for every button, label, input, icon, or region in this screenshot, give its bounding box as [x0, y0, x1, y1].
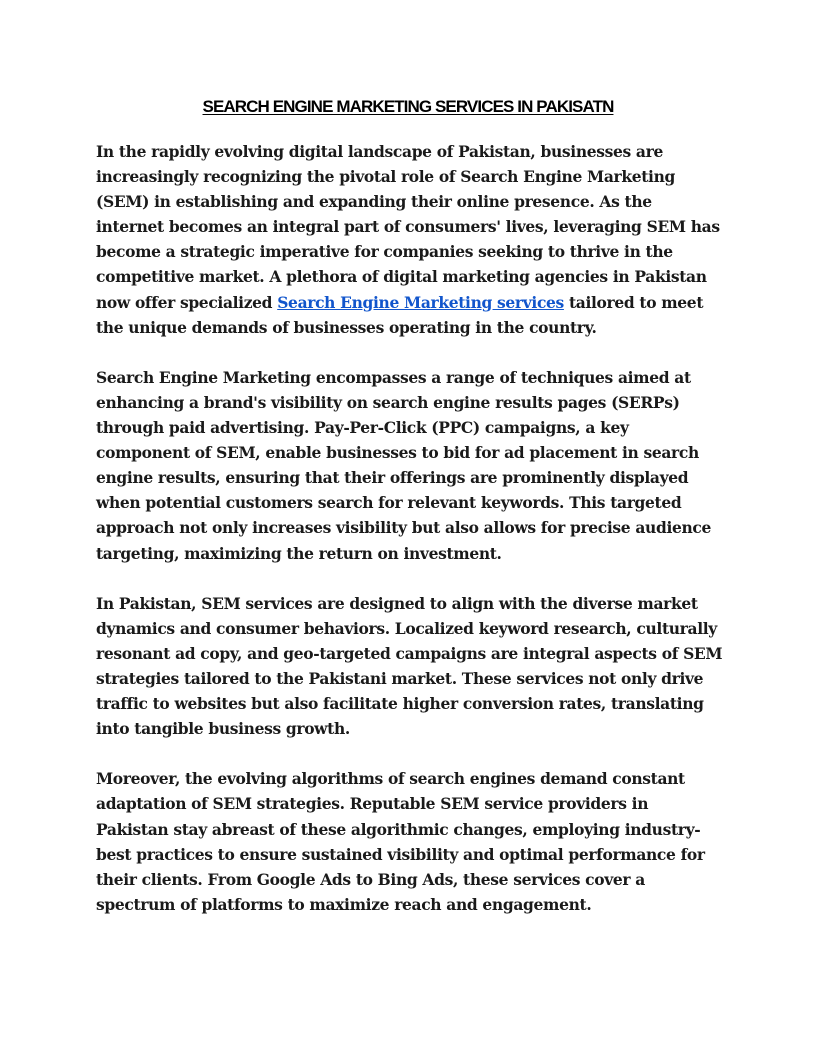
paragraph-3: In Pakistan, SEM services are designed to align with the diverse market dynamics and consumer behaviors. Localized keyword research, culturally resonant ad copy, and geo-targeted campaigns are integral aspects of SEM strategies tailored to the Pakistani market. These services not only drive traffic to websites but also facilitate higher conversion rates, translating into tangible business growth. [96, 593, 723, 739]
paragraph-1-text-before: In the rapidly evolving digital landscape of Pakistan, businesses are increasingly recognizing the pivotal role of Search Engine Marketing (SEM) in establishing and expanding their online presence. As the internet becomes an integral part of consumers' lives, leveraging SEM has become a strategic imperative for companies seeking to thrive in the competitive market. A plethora of digital marketing agencies in Pakistan now offer specialized [96, 142, 720, 312]
paragraph-1 [96, 139, 724, 340]
paragraph-4: Moreover, the evolving algorithms of search engines demand constant adaptation of SEM strategies. Reputable SEM service providers in Pakistan stay abreast of these algorithmic changes, employing industry-best practices to ensure sustained visibility and optimal performance for their clients. From Google Ads to Bing Ads, these services cover a spectrum of platforms to maximize reach and engagement. [96, 769, 705, 914]
document-title: SEARCH ENGINE MARKETING SERVICES IN PAKISATN [202, 97, 614, 116]
paragraph-2: Search Engine Marketing encompasses a range of techniques aimed at enhancing a brand's visibility on search engine results pages (SERPs) through paid advertising. Pay-Per-Click (PPC) campaigns, a key component of SEM, enable businesses to bid for ad placement in search engine results, ensuring that their offerings are prominently displayed when potential customers search for relevant keywords. This targeted approach not only increases visibility but also allows for precise audience targeting, maximizing the return on investment. [96, 367, 712, 563]
sem-services-link[interactable]: Search Engine Marketing services [277, 292, 564, 312]
document-body [96, 139, 724, 942]
paragraph-1-text-after: tailored to meet the unique demands of businesses operating in the country. [96, 292, 704, 337]
